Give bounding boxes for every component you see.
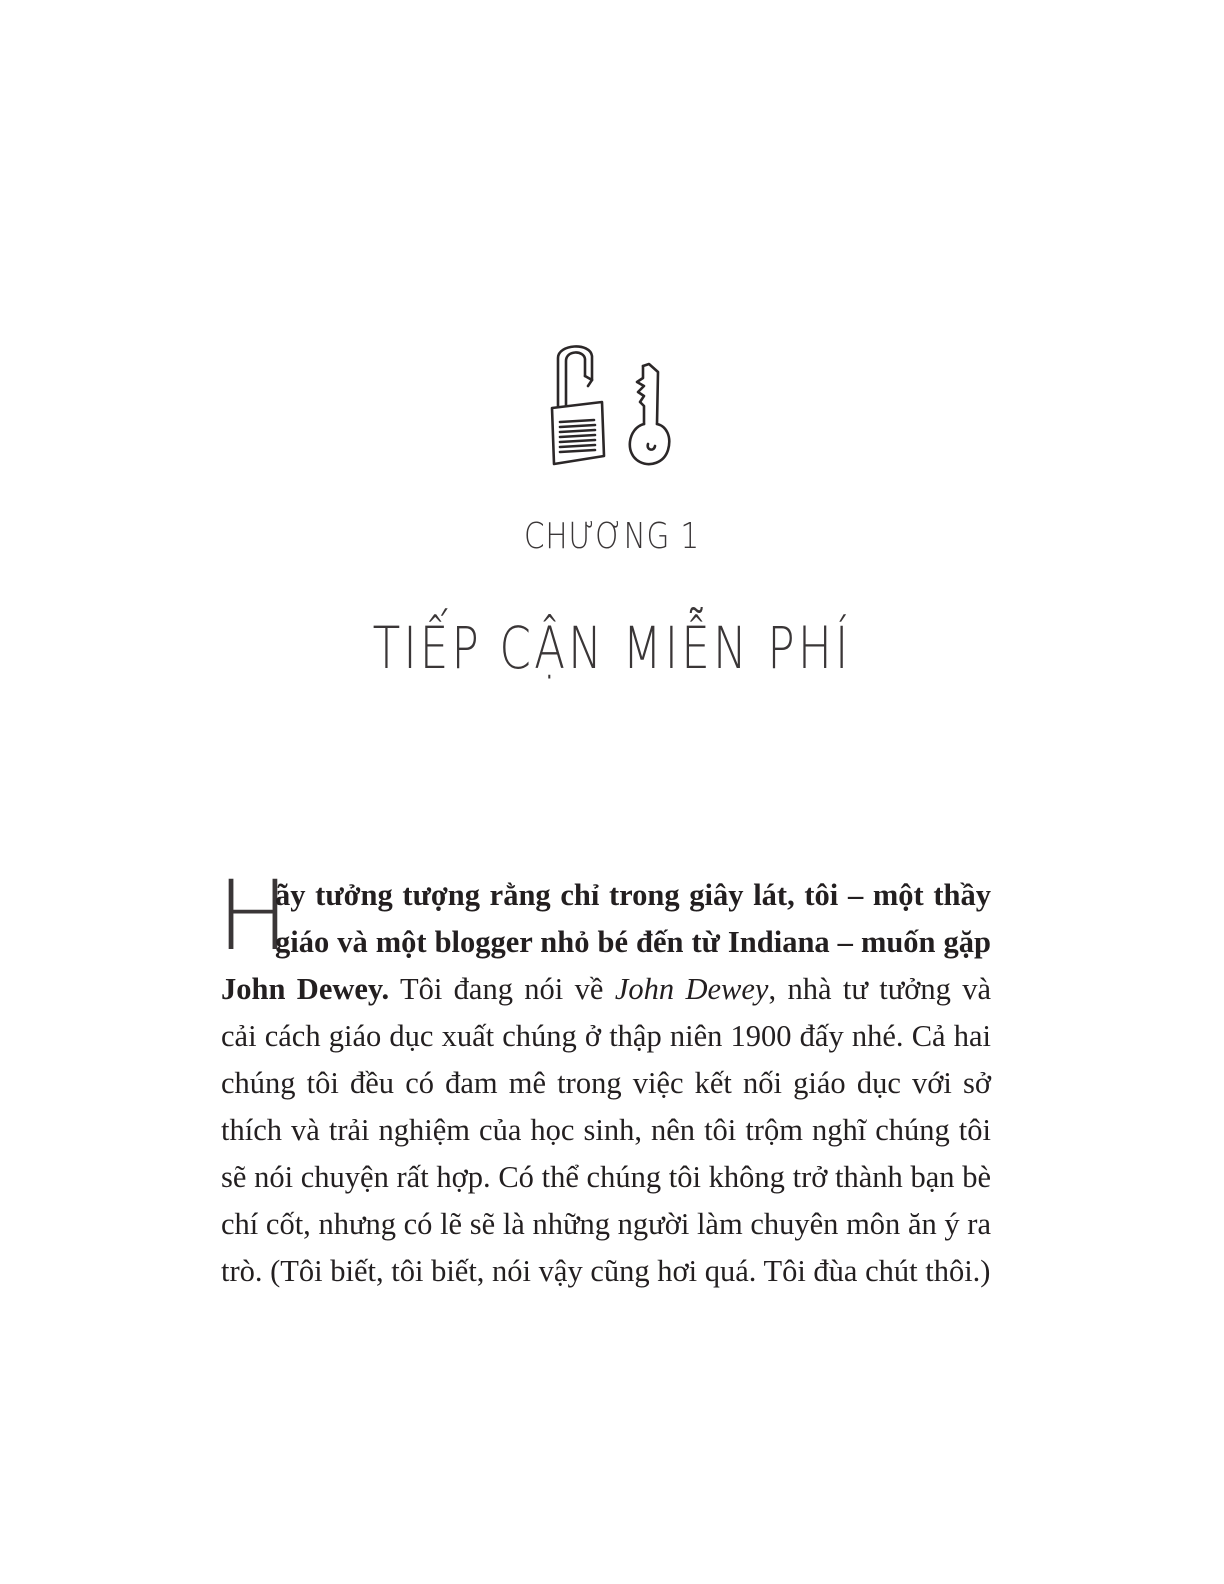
key-icon xyxy=(630,364,669,464)
open-padlock-icon xyxy=(552,346,604,464)
chapter-label: CHƯƠNG 1 xyxy=(523,516,701,557)
lead-bold-text: ãy tưởng tượng rằng chỉ trong giây lát, tôi – một thầy giáo và một blogger nhỏ bé đến từ Indiana – muốn gặp John Dewey. xyxy=(221,878,991,1006)
chapter-illustration xyxy=(540,336,690,476)
drop-cap: H xyxy=(217,860,290,972)
chapter-title: TIẾP CẬN MIỄN PHÍ xyxy=(372,614,852,682)
italic-name: John Dewey xyxy=(614,972,769,1006)
body-text-segment: , nhà tư tưởng và cải cách giáo dục xuất chúng ở thập niên 1900 đấy nhé. Cả hai chúng tôi đều có đam mê trong việc kết nối giáo dục với sở thích và trải nghiệm của học sinh, nên tôi trộm nghĩ chúng tôi sẽ nói chuyện rất hợp. Có thể chúng tôi không trở thành bạn bè chí cốt, nhưng có lẽ sẽ là những người làm chuyên môn ăn ý ra trò. (Tôi biết, tôi biết, nói vậy cũng hơi quá. Tôi đùa chút thôi.) xyxy=(221,972,992,1288)
body-text-segment: Tôi đang nói về xyxy=(389,972,615,1006)
body-paragraph xyxy=(217,860,992,1295)
